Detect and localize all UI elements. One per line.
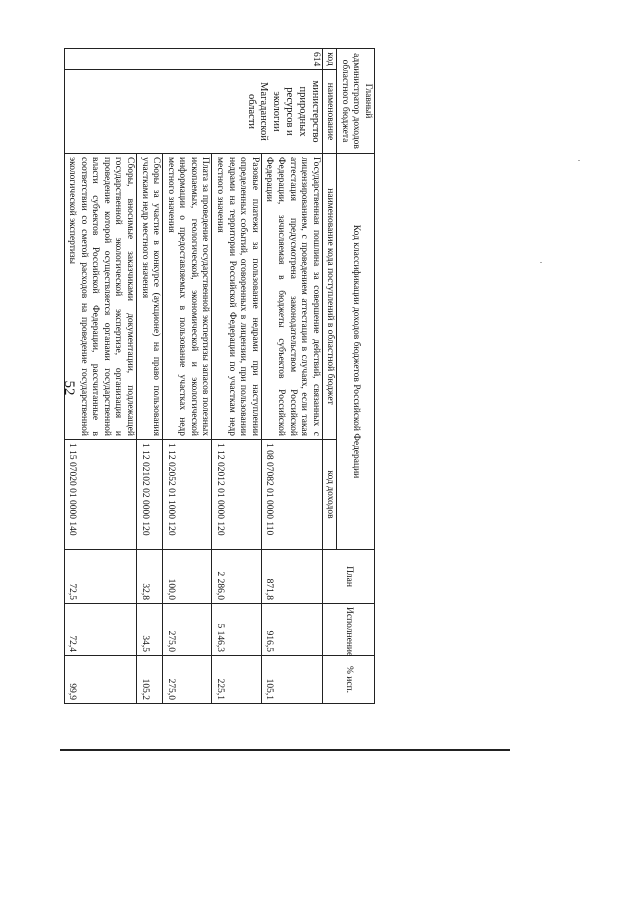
header-plan: План: [322, 550, 374, 604]
income-name: Плата за проведение государственной экспертизы запасов полезных ископаемых, геологической, экономической и экологической информации о предоставляемых в пользование участках недр местного значения: [163, 154, 212, 440]
income-code: 1 08 07082 01 0000 110: [261, 440, 322, 550]
admin-name: министерство природных ресурсов и экологии Магаданской области: [64, 70, 322, 154]
income-code: 1 12 02102 02 0000 120: [137, 440, 163, 550]
percent-value: 105,1: [261, 656, 322, 704]
header-percent: % исп.: [322, 656, 374, 704]
plan-value: 32,8: [137, 550, 163, 604]
percent-value: 225,1: [212, 656, 261, 704]
header-admin: Главный администратор доходов областного бюджета: [337, 49, 375, 154]
plan-value: 2 286,0: [212, 550, 261, 604]
plan-value: 871,8: [261, 550, 322, 604]
scan-speck: [578, 160, 580, 161]
admin-code: 614: [64, 49, 322, 70]
income-name: Государственная пошлина за совершение действий, связанных с лицензированием, с проведением аттестации в случаях, если такая аттестация предусмотрена законодательством Российской Федерации, зачисляемая в бюджеты субъектов Российской Федерации: [261, 154, 322, 440]
scan-speck: [540, 262, 542, 263]
plan-value: 72,5: [64, 550, 136, 604]
percent-value: 105,2: [137, 656, 163, 704]
execution-value: 34,5: [137, 604, 163, 656]
percent-value: 99,9: [64, 656, 136, 704]
income-name: Сборы за участие в конкурсе (аукционе) на право пользования участками недр местного значения: [137, 154, 163, 440]
header-row-1: [337, 49, 375, 704]
revenue-table-wrapper: [67, 48, 375, 703]
income-code: 1 12 02052 01 1000 120: [163, 440, 212, 550]
table-row: [261, 49, 322, 704]
execution-value: 275,0: [163, 604, 212, 656]
income-name: Сборы, вносимые заказчиками документации, подлежащей государственной экологической экспертизе, организация и проведение которой осуществляется органами государственной власти субъектов Российской Федерации, рассчитанные в соответствии со сметой расходов на проведение государственной экологической экспертизы: [64, 154, 136, 440]
header-income-code: код доходов: [322, 440, 337, 550]
header-admin-name: наименование: [322, 70, 337, 154]
plan-value: 100,0: [163, 550, 212, 604]
income-name: Разовые платежи за пользование недрами при наступлении определенных событий, оговоренных в лицензии, при пользовании недрами на территории Российской Федерации по участкам недр местного значения: [212, 154, 261, 440]
execution-value: 916,5: [261, 604, 322, 656]
header-classification: Код классификации доходов бюджетов Российской Федерации: [337, 154, 375, 550]
header-execution: Исполнение: [322, 604, 374, 656]
execution-value: 5 146,3: [212, 604, 261, 656]
bottom-rule: [60, 749, 510, 751]
header-admin-code: код: [322, 49, 337, 70]
page-number: 52: [61, 380, 77, 396]
header-income-name: наименование кода поступлений в областной бюджет: [322, 154, 337, 440]
percent-value: 275,0: [163, 656, 212, 704]
income-code: 1 15 07020 01 0000 140: [64, 440, 136, 550]
execution-value: 72,4: [64, 604, 136, 656]
income-code: 1 12 02012 01 0000 120: [212, 440, 261, 550]
revenue-table: [64, 48, 375, 704]
